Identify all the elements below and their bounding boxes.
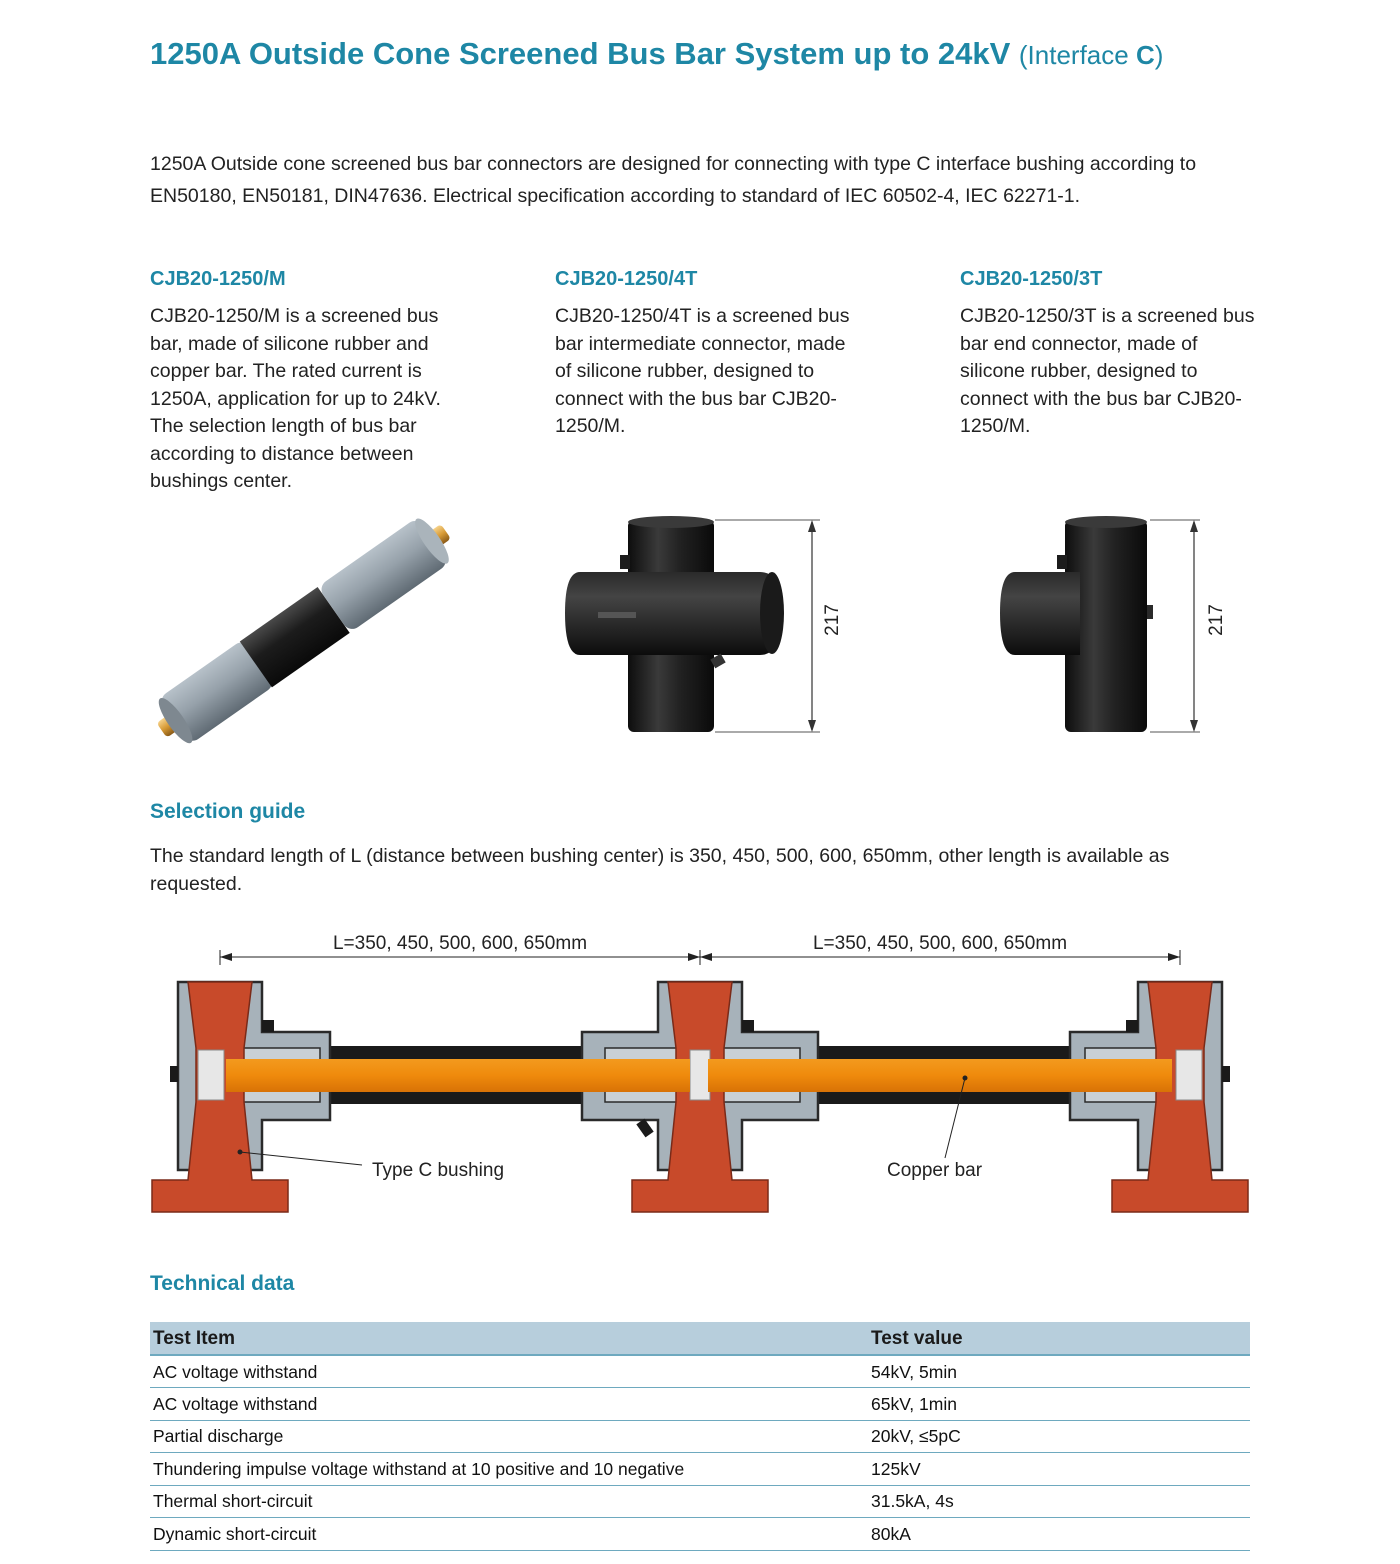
intro-paragraph: 1250A Outside cone screened bus bar connectors are designed for connecting with type C interface bushing according to EN50180, EN50181, DIN47636. Electrical specification according to standard of IEC 60502-4, IEC 62271-1. <box>150 153 1197 207</box>
product-title: CJB20-1250/4T <box>555 268 698 290</box>
length-label-right: L=350, 450, 500, 600, 650mm <box>812 933 1068 954</box>
column-header-test-item: Test Item <box>150 1322 868 1355</box>
selection-guide-text: The standard length of L (distance between bushing center) is 350, 450, 500, 600, 650mm, other length is available as requested. <box>150 845 1170 895</box>
cell-test-value: 31.5kA, 4s <box>868 1485 1250 1518</box>
cell-test-item: Thundering impulse voltage withstand at 10 positive and 10 negative <box>150 1453 868 1486</box>
title-interface: (Interface C) <box>1018 40 1164 70</box>
cell-test-item: Partial discharge <box>150 1420 868 1453</box>
table-row <box>150 1420 1250 1453</box>
cell-test-value: 20kV, ≤5pC <box>868 1420 1250 1453</box>
dimension-label-3t: 217 <box>1206 604 1227 636</box>
label-copper-bar: Copper bar <box>887 1160 983 1181</box>
cell-test-value: 65kV, 1min <box>868 1388 1250 1421</box>
title-main: 1250A Outside Cone Screened Bus Bar System up to 24kV <box>150 36 1011 71</box>
product-description: CJB20-1250/4T is a screened bus bar intermediate connector, made of silicone rubber, designed to connect with the bus bar CJB20-1250/M. <box>555 305 850 437</box>
product-title: CJB20-1250/M <box>150 268 286 290</box>
end-connector-photo <box>1000 516 1200 732</box>
technical-data-table <box>150 1322 1250 1551</box>
cell-test-item: AC voltage withstand <box>150 1388 868 1421</box>
cell-test-item: Dynamic short-circuit <box>150 1518 868 1551</box>
dimension-label-4t: 217 <box>822 604 843 636</box>
bus-bar-system-diagram <box>0 920 1400 1230</box>
selection-guide-heading: Selection guide <box>150 800 306 823</box>
product-description: CJB20-1250/M is a screened bus bar, made of silicone rubber and copper bar. The rated current is 1250A, application for up to 24kV. The selection length of bus bar according to distance between bushings center. <box>150 305 441 492</box>
intermediate-connector-photo <box>565 516 820 732</box>
bus-bar-photo <box>146 508 462 753</box>
label-type-c-bushing: Type C bushing <box>372 1160 505 1181</box>
copper-bar-left <box>226 1059 690 1092</box>
product-images <box>0 0 1400 780</box>
table-row <box>150 1388 1250 1421</box>
cell-test-item: Thermal short-circuit <box>150 1485 868 1518</box>
length-label-left: L=350, 450, 500, 600, 650mm <box>332 933 588 954</box>
cell-test-value: 80kA <box>868 1518 1250 1551</box>
column-header-test-value: Test value <box>868 1322 1250 1355</box>
table-row <box>150 1453 1250 1486</box>
table-row <box>150 1485 1250 1518</box>
product-description: CJB20-1250/3T is a screened bus bar end connector, made of silicone rubber, designed to connect with the bus bar CJB20-1250/M. <box>960 305 1255 437</box>
technical-data-heading: Technical data <box>150 1272 295 1295</box>
cell-test-item: AC voltage withstand <box>150 1355 868 1388</box>
product-title: CJB20-1250/3T <box>960 268 1103 290</box>
cell-test-value: 54kV, 5min <box>868 1355 1250 1388</box>
copper-bar-right <box>708 1059 1172 1092</box>
table-row <box>150 1518 1250 1551</box>
cell-test-value: 125kV <box>868 1453 1250 1486</box>
table-header-row <box>150 1322 1250 1355</box>
table-row <box>150 1355 1250 1388</box>
